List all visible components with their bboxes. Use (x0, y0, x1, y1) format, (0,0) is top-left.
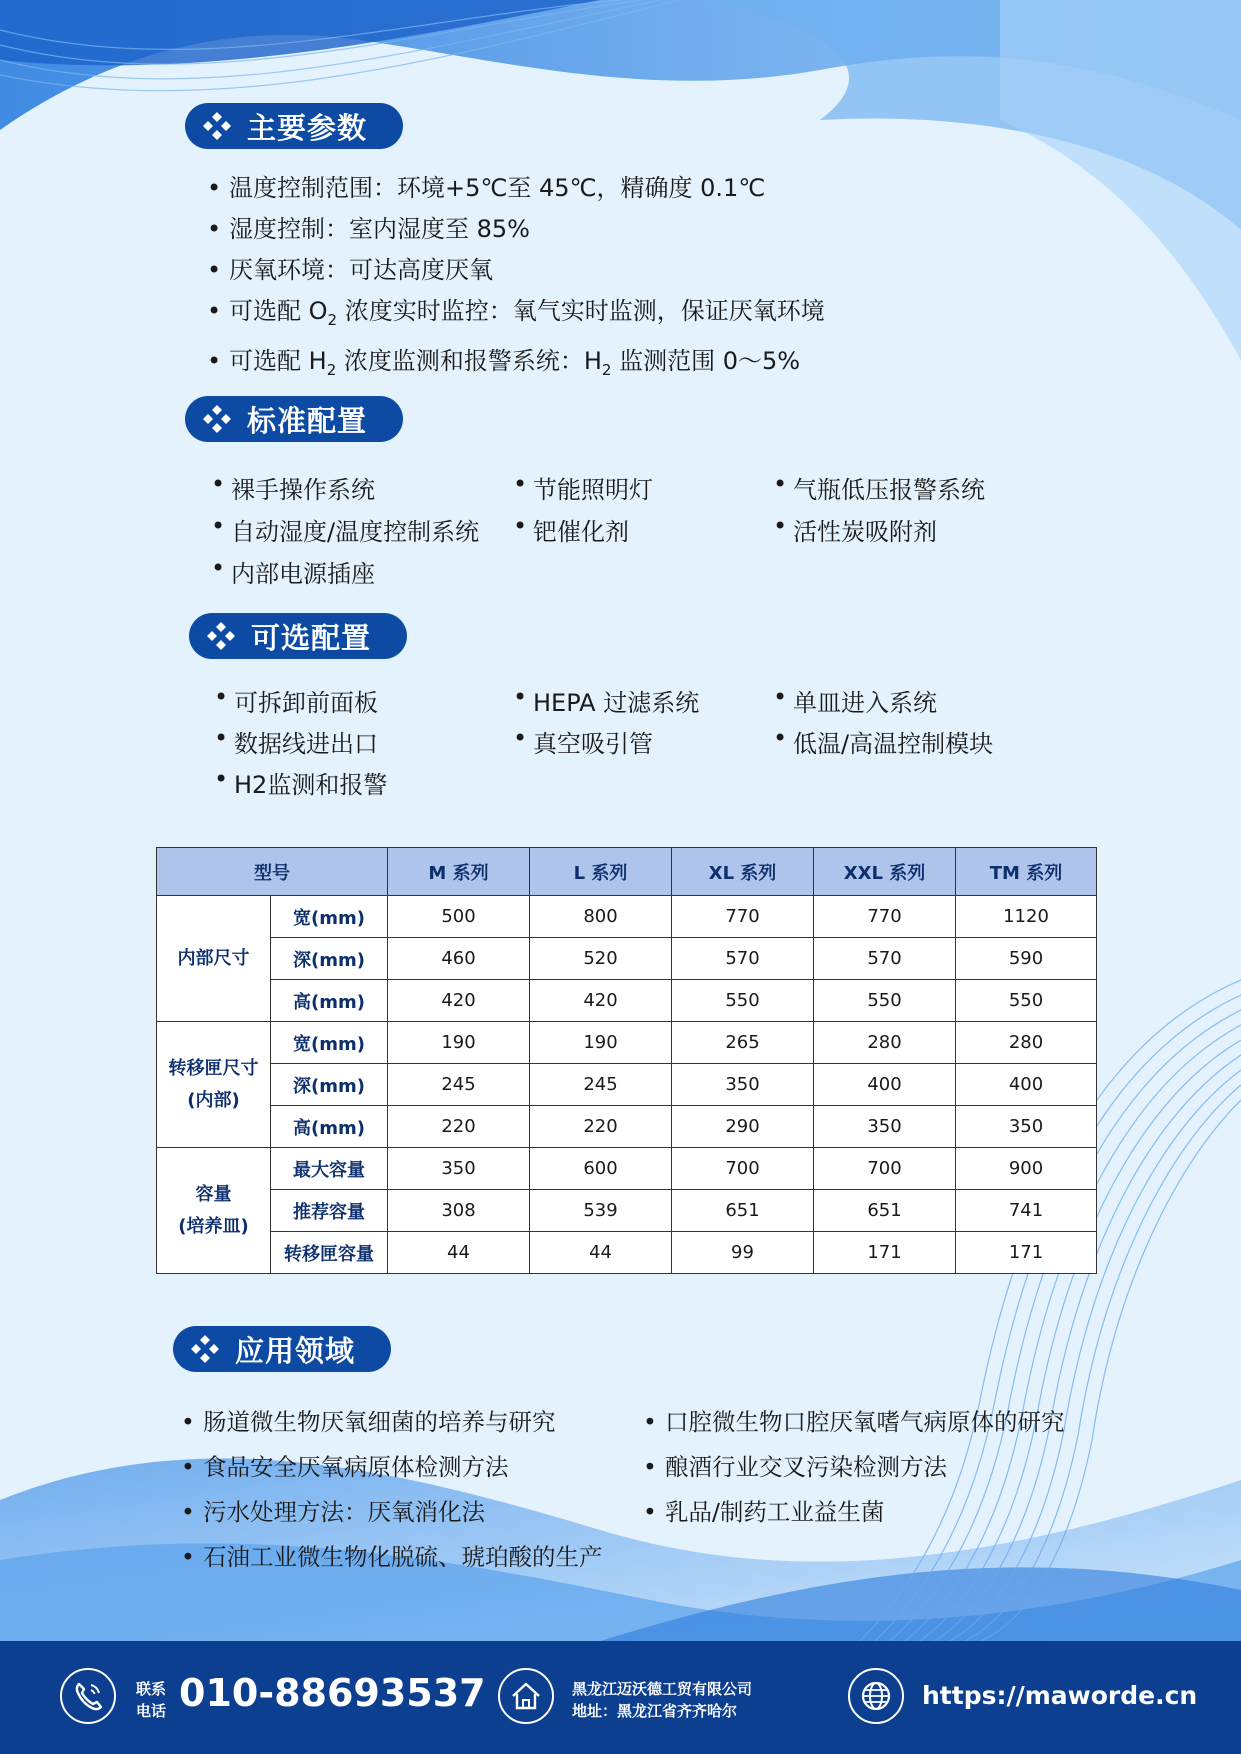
table-cell: 400 (814, 1064, 956, 1106)
table-cell: 280 (814, 1022, 956, 1064)
table-cell: 539 (530, 1190, 672, 1232)
table-cell: 460 (388, 938, 530, 980)
list-item: • 可拆卸前面板 (214, 683, 378, 718)
applications-list-left (181, 1400, 603, 1580)
section-title-text: 标准配置 (247, 403, 368, 438)
table-row-label: 推荐容量 (271, 1190, 388, 1232)
phone-icon (60, 1668, 116, 1724)
list-item: • 酿酒行业交叉污染检测方法 (643, 1445, 1065, 1490)
table-cell: 44 (530, 1232, 672, 1274)
list-item: • 可选配 $H_2$ 浓度监测和报警系统：$H_2$ 监测范围 0～5% (207, 341, 825, 391)
table-cell: 520 (530, 938, 672, 980)
table-cell: 570 (814, 938, 956, 980)
table-group-label: 内部尺寸 (157, 896, 271, 1022)
list-item: • 活性炭吸附剂 (773, 512, 937, 547)
table-cell: 350 (956, 1106, 1097, 1148)
table-cell: 171 (814, 1232, 956, 1274)
table-cell: 770 (672, 896, 814, 938)
table-row-label: 高(mm) (271, 980, 388, 1022)
list-item: • 单皿进入系统 (773, 683, 937, 718)
section-title-standard (185, 396, 403, 442)
company-info (572, 1678, 752, 1722)
list-item: • 钯催化剂 (513, 512, 629, 547)
table-row (157, 980, 1097, 1022)
table-cell: 741 (956, 1190, 1097, 1232)
company-name: 黑龙江迈沃德工贸有限公司 (572, 1680, 753, 1698)
table-row-label: 深(mm) (271, 938, 388, 980)
table-cell: 245 (530, 1064, 672, 1106)
table-cell: 550 (672, 980, 814, 1022)
list-item: • 乳品/制药工业益生菌 (643, 1490, 1065, 1535)
list-item: • 温度控制范围：环境+5℃至 45℃，精确度 0.1℃ (207, 168, 825, 209)
table-row-label: 宽(mm) (271, 1022, 388, 1064)
section-title-text: 应用领域 (235, 1333, 356, 1368)
table-row-label: 宽(mm) (271, 896, 388, 938)
table-cell: 700 (814, 1148, 956, 1190)
table-row (157, 1106, 1097, 1148)
section-title-optional (189, 613, 407, 659)
list-item: • 污水处理方法：厌氧消化法 (181, 1490, 603, 1535)
table-cell: 651 (672, 1190, 814, 1232)
table-cell: 420 (388, 980, 530, 1022)
table-row-label: 最大容量 (271, 1148, 388, 1190)
table-cell: 500 (388, 896, 530, 938)
table-cell: 651 (814, 1190, 956, 1232)
phone-label: 联系 电话 (136, 1680, 167, 1720)
table-cell: 245 (388, 1064, 530, 1106)
table-cell: 700 (672, 1148, 814, 1190)
website-link[interactable]: https://maworde.cn (922, 1681, 1198, 1710)
list-item: • 气瓶低压报警系统 (773, 470, 985, 505)
diamond-cluster-icon (189, 1333, 221, 1365)
diamond-cluster-icon (201, 403, 233, 435)
list-item: • HEPA 过滤系统 (513, 683, 699, 718)
table-cell: 420 (530, 980, 672, 1022)
list-item: • 低温/高温控制模块 (773, 724, 993, 759)
table-cell: 770 (814, 896, 956, 938)
table-row-label: 转移匣容量 (271, 1232, 388, 1274)
table-group-label: 转移匣尺寸 (内部) (157, 1022, 271, 1148)
table-row (157, 1232, 1097, 1274)
table-row (157, 1064, 1097, 1106)
table-cell: 550 (956, 980, 1097, 1022)
table-cell: 171 (956, 1232, 1097, 1274)
table-cell: 350 (814, 1106, 956, 1148)
globe-icon (848, 1668, 904, 1724)
list-item: • 真空吸引管 (513, 724, 653, 759)
spec-table (156, 847, 1097, 1274)
table-row (157, 1022, 1097, 1064)
table-row (157, 938, 1097, 980)
table-cell: 265 (672, 1022, 814, 1064)
list-item: • 节能照明灯 (513, 470, 653, 505)
table-row (157, 1148, 1097, 1190)
table-cell: 1120 (956, 896, 1097, 938)
table-row-label: 高(mm) (271, 1106, 388, 1148)
list-item: • 石油工业微生物化脱硫、琥珀酸的生产 (181, 1535, 603, 1580)
table-row (157, 896, 1097, 938)
list-item: • 湿度控制：室内湿度至 85% (207, 209, 825, 250)
table-cell: 220 (388, 1106, 530, 1148)
table-cell: 350 (388, 1148, 530, 1190)
section-title-main-params (185, 103, 403, 149)
phone-number[interactable]: 010-88693537 (179, 1671, 486, 1715)
table-row-label: 深(mm) (271, 1064, 388, 1106)
table-cell: 900 (956, 1148, 1097, 1190)
list-item: • 内部电源插座 (211, 554, 375, 589)
diamond-cluster-icon (201, 110, 233, 142)
list-item: • 肠道微生物厌氧细菌的培养与研究 (181, 1400, 603, 1445)
table-group-label: 容量 (培养皿) (157, 1148, 271, 1274)
list-item: • 数据线进出口 (214, 724, 378, 759)
section-title-text: 可选配置 (251, 620, 372, 655)
company-address: 地址：黑龙江省齐齐哈尔 (572, 1702, 738, 1720)
table-cell: 350 (672, 1064, 814, 1106)
list-item: • 口腔微生物口腔厌氧嗜气病原体的研究 (643, 1400, 1065, 1445)
table-cell: 280 (956, 1022, 1097, 1064)
table-header: XL 系列 (672, 848, 814, 896)
table-cell: 800 (530, 896, 672, 938)
table-cell: 308 (388, 1190, 530, 1232)
table-cell: 290 (672, 1106, 814, 1148)
applications-list-right (643, 1400, 1065, 1535)
list-item: • H2监测和报警 (214, 765, 387, 800)
main-params-list (207, 168, 825, 391)
table-cell: 600 (530, 1148, 672, 1190)
table-row (157, 1190, 1097, 1232)
table-header: M 系列 (388, 848, 530, 896)
footer (0, 1641, 1241, 1754)
table-cell: 220 (530, 1106, 672, 1148)
table-cell: 400 (956, 1064, 1097, 1106)
list-item: • 食品安全厌氧病原体检测方法 (181, 1445, 603, 1490)
diamond-cluster-icon (205, 620, 237, 652)
table-cell: 190 (388, 1022, 530, 1064)
section-title-applications (173, 1326, 391, 1372)
home-icon (498, 1668, 554, 1724)
section-title-text: 主要参数 (247, 110, 368, 145)
table-header: 型号 (157, 848, 388, 896)
list-item: • 自动湿度/温度控制系统 (211, 512, 479, 547)
table-cell: 570 (672, 938, 814, 980)
table-header-row (157, 848, 1097, 896)
list-item: • 厌氧环境：可达高度厌氧 (207, 250, 825, 291)
table-cell: 550 (814, 980, 956, 1022)
table-header: XXL 系列 (814, 848, 956, 896)
table-cell: 44 (388, 1232, 530, 1274)
table-header: TM 系列 (956, 848, 1097, 896)
list-item: • 裸手操作系统 (211, 470, 375, 505)
table-cell: 99 (672, 1232, 814, 1274)
list-item: • 可选配 $O_2$ 浓度实时监控：氧气实时监测，保证厌氧环境 (207, 291, 825, 341)
table-header: L 系列 (530, 848, 672, 896)
table-cell: 590 (956, 938, 1097, 980)
table-cell: 190 (530, 1022, 672, 1064)
